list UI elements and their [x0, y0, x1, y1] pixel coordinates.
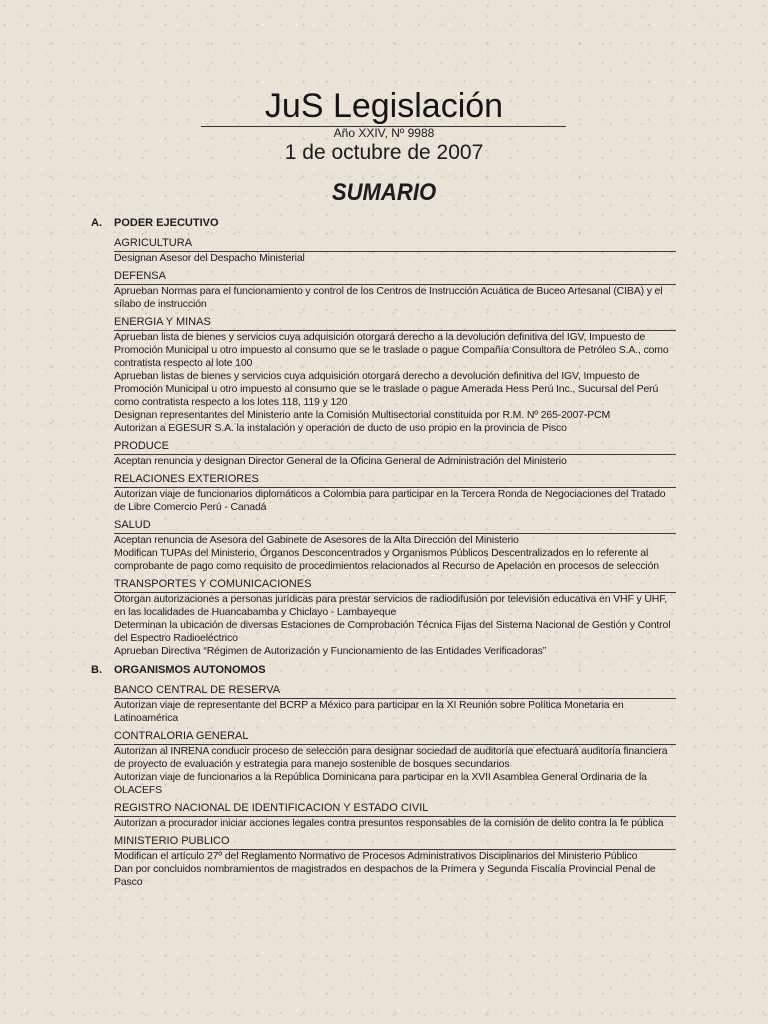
summary-entry: Modifican el artículo 27º del Reglamento Normativo de Procesos Administrativos Disciplinarios del Ministerio Público: [114, 850, 638, 862]
section-heading: AGRICULTURA: [114, 237, 676, 252]
part-letter: A.: [91, 217, 102, 229]
part-heading: [90, 216, 676, 230]
publication-title: JuS Legislación: [264, 87, 504, 125]
summary-entry: Autorizan viaje de representante del BCRP a México para participar en la XI Reunión sobre Política Monetaria en Latinoamérica: [114, 699, 624, 724]
summary-content: [90, 214, 676, 894]
section-heading: CONTRALORIA GENERAL: [114, 730, 676, 745]
publication-date: 1 de octubre de 2007: [284, 141, 484, 164]
summary-entry: Autorizan a EGESUR S.A. la instalación y operación de ducto de uso propio en la provincia de Pisco: [114, 422, 567, 434]
section-defensa: [114, 270, 676, 311]
section-contraloria-general: [114, 730, 676, 797]
issue-number: Año XXIV, Nº 9988: [333, 126, 435, 140]
summary-entry: Aprueban listas de bienes y servicios cuya adquisición otorgará derecho a devolución definitiva del IGV, Impuesto de Promoción Municipal u otro impuesto al consumo que se le traslade o pague Amerada Hess Perú Inc., Sucursal del Perú como contratista respecto a los lotes 118, 119 y 120: [114, 370, 659, 408]
summary-entry: Aprueban Directiva “Régimen de Autorización y Funcionamiento de las Entidades Verificadoras”: [114, 645, 547, 657]
part-title: ORGANISMOS AUTONOMOS: [114, 664, 266, 676]
summary-entry: Aprueban lista de bienes y servicios cuya adquisición otorgará derecho a la devolución definitiva del IGV, Impuesto de Promoción Municipal u otro impuesto al consumo que se le traslade o pague Compañía Consultora de Petróleo S.A., como contratista respecto al lote 100: [114, 331, 669, 369]
summary-entry: Autorizan viaje de funcionarios a la República Dominicana para participar en la XVII Asamblea General Ordinaria de la OLACEFS: [114, 771, 647, 796]
section-transportes-y-comunicaciones: [114, 578, 676, 658]
masthead: [0, 86, 768, 126]
summary-entry: Autorizan al INRENA conducir proceso de selección para designar sociedad de auditoría que efectuará auditoría financiera de proyecto de evaluación y estrategia para manejo sostenible de bosques secundarios: [114, 745, 668, 770]
section-energia-y-minas: [114, 316, 676, 435]
section-heading: SALUD: [114, 519, 676, 534]
summary-entry: Autorizan a procurador iniciar acciones legales contra presuntos responsables de la comisión de delito contra la fe pública: [114, 817, 664, 829]
section-heading: PRODUCE: [114, 440, 676, 455]
summary-entry: Designan representantes del Ministerio ante la Comisión Multisectorial constituida por R.M. Nº 265-2007-PCM: [114, 409, 611, 421]
section-heading: ENERGIA Y MINAS: [114, 316, 676, 331]
summary-entry: Aprueban Normas para el funcionamiento y control de los Centros de Instrucción Acuática de Buceo Artesanal (CIBA) y el sílabo de instrucción: [114, 285, 663, 310]
summary-entry: Dan por concluidos nombramientos de magistrados en despachos de la Primera y Segunda Fiscalía Provincial Penal de Pasco: [114, 863, 656, 888]
part-letter: B.: [91, 664, 102, 676]
section-salud: [114, 519, 676, 573]
part-title: PODER EJECUTIVO: [114, 217, 219, 229]
summary-entry: Aceptan renuncia de Asesora del Gabinete de Asesores de la Alta Dirección del Ministerio: [114, 534, 519, 546]
section-registro-nacional-de-identificacion-y-estado-civil: [114, 802, 676, 830]
summary-entry: Otorgan autorizaciones a personas jurídicas para prestar servicios de radiodifusión por televisión educativa en VHF y UHF, en las localidades de Huancabamba y Chiclayo - Lambayeque: [114, 593, 668, 618]
section-produce: [114, 440, 676, 468]
section-heading: REGISTRO NACIONAL DE IDENTIFICACION Y ESTADO CIVIL: [114, 802, 676, 817]
summary-entry: Determinan la ubicación de diversas Estaciones de Comprobación Técnica Fijas del Sistema Nacional de Gestión y Control del Espectro Radioeléctrico: [114, 619, 671, 644]
section-heading: TRANSPORTES Y COMUNICACIONES: [114, 578, 676, 593]
section-heading: DEFENSA: [114, 270, 676, 285]
summary-entry: Aceptan renuncia y designan Director General de la Oficina General de Administración del Ministerio: [114, 455, 567, 467]
section-heading: BANCO CENTRAL DE RESERVA: [114, 684, 676, 699]
summary-entry: Autorizan viaje de funcionarios diplomáticos a Colombia para participar en la Tercera Ronda de Negociaciones del Tratado de Libre Comercio Perú - Canadá: [114, 488, 666, 513]
section-agricultura: [114, 237, 676, 265]
section-title: SUMARIO: [331, 179, 437, 206]
summary-entry: Modifican TUPAs del Ministerio, Órganos Desconcentrados y Organismos Públicos Descentralizados en lo referente al comprobante de pago como requisito de procedimientos relacionados al Recurso de Apelación en procesos de selección: [114, 547, 659, 572]
section-heading: MINISTERIO PUBLICO: [114, 835, 676, 850]
summary-entry: Designan Asesor del Despacho Ministerial: [114, 252, 305, 264]
section-ministerio-publico: [114, 835, 676, 889]
section-heading: RELACIONES EXTERIORES: [114, 473, 676, 488]
part-heading: [90, 663, 676, 677]
section-relaciones-exteriores: [114, 473, 676, 514]
section-banco-central-de-reserva: [114, 684, 676, 725]
